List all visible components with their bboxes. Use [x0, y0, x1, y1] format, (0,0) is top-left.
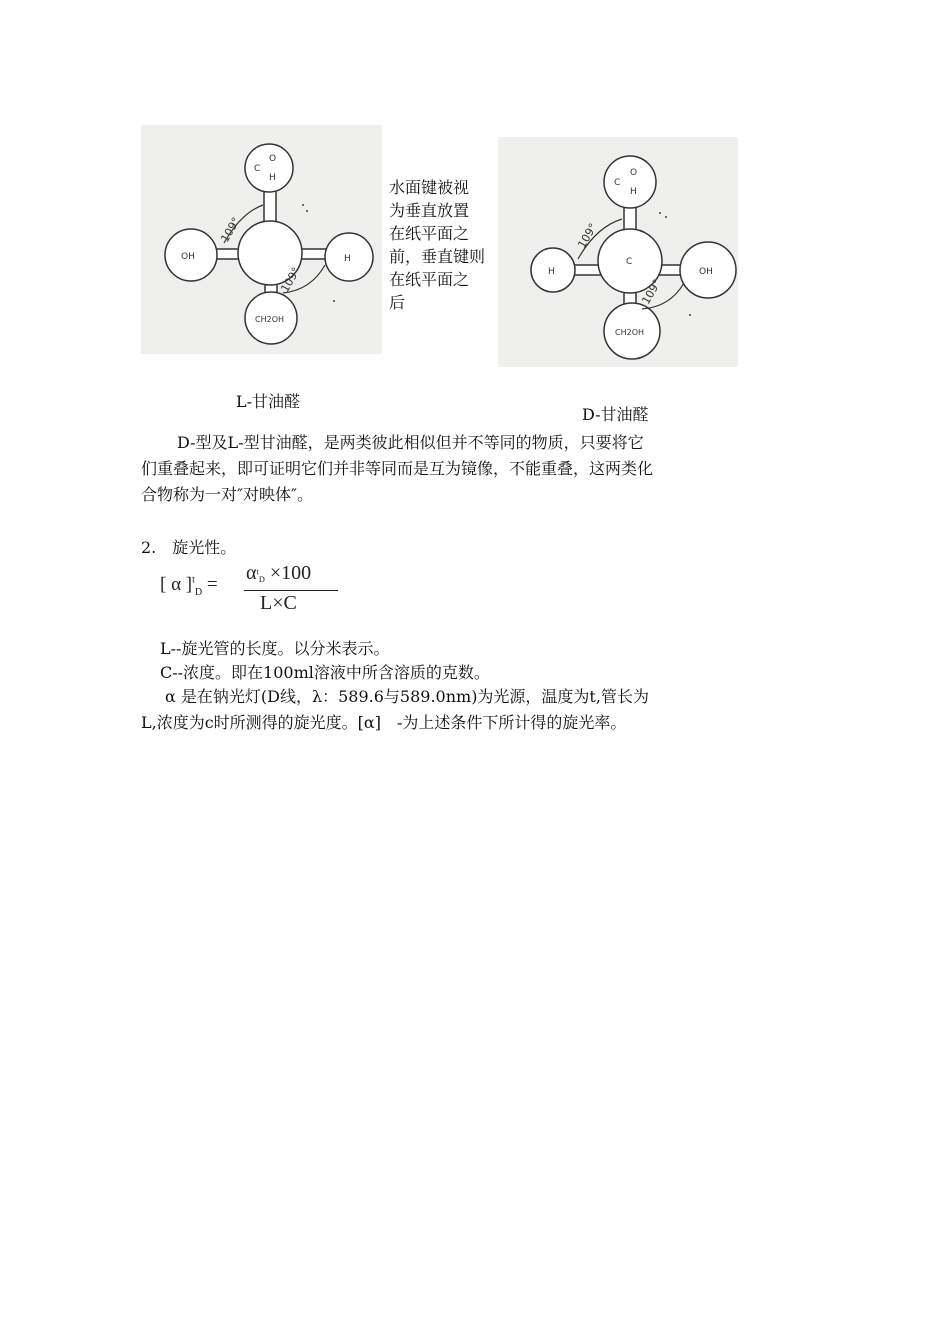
side-note: [389, 176, 501, 314]
formula-denominator: L×C: [260, 592, 297, 614]
d-glyceraldehyde-diagram: [498, 137, 738, 367]
paragraph-line: L,浓度为c时所测得的旋光度。[α] -为上述条件下所计得的旋光率。: [141, 713, 627, 732]
formula-alpha: α: [246, 562, 257, 584]
definition-alpha: [141, 684, 751, 736]
definition-c: C--浓度。即在100ml溶液中所含溶质的克数。: [160, 663, 490, 682]
enantiomer-paragraph: [141, 430, 751, 508]
side-note-line: 后: [389, 293, 406, 312]
aldehyde-group-atom: [245, 144, 293, 192]
paragraph-line: D-型及L-型甘油醛，是两类彼此相似但并不等同的物质，只要将它: [177, 433, 644, 452]
aldehyde-h-label: H: [630, 187, 637, 197]
aldehyde-c-label: C: [614, 178, 621, 188]
paragraph-line: α 是在钠光灯(D线，λ：589.6与589.0nm)为光源，温度为t,管长为: [165, 687, 649, 706]
l-glyceraldehyde-diagram: [141, 125, 382, 354]
fraction-bar: [244, 590, 338, 591]
caption-l-glyceraldehyde: L-甘油醛: [236, 392, 301, 411]
paragraph-line: 合物称为一对″对映体″。: [141, 485, 313, 504]
formula-bracket: [ α ]: [160, 574, 193, 595]
formula-num-sup: t: [256, 567, 259, 577]
left-atom-label: OH: [181, 252, 195, 262]
left-atom-label: H: [548, 267, 555, 277]
formula-sup: t: [192, 574, 195, 586]
formula-lhs: [160, 574, 218, 598]
definition-l: L--旋光管的长度。以分米表示。: [160, 639, 390, 658]
side-note-line: 在纸平面之: [389, 270, 470, 289]
formula-sub: D: [194, 586, 203, 598]
caption-d-glyceraldehyde: D-甘油醛: [582, 405, 649, 424]
bottom-atom-label: CH2OH: [255, 315, 285, 324]
specific-rotation-formula: [160, 560, 360, 620]
angle-label-2: 109°: [639, 277, 664, 307]
angle-label-1: 109°: [575, 221, 600, 251]
side-note-line: 为垂直放置: [389, 201, 470, 220]
right-atom-label: OH: [699, 267, 713, 277]
side-note-line: 在纸平面之: [389, 224, 470, 243]
aldehyde-group-atom: [604, 156, 656, 208]
aldehyde-c-label: C: [254, 164, 261, 174]
aldehyde-o-label: O: [269, 154, 277, 164]
formula-equals: =: [202, 574, 218, 595]
section-heading: 2. 旋光性。: [141, 538, 237, 557]
right-atom-label: H: [344, 254, 351, 264]
aldehyde-h-label: H: [269, 173, 276, 183]
bottom-atom-label: CH2OH: [615, 328, 645, 337]
formula-num-rest: ×100: [264, 562, 312, 584]
angle-label-2: 109°: [278, 265, 303, 295]
side-note-line: 前，垂直键则: [389, 247, 486, 266]
angle-label-1: 109°: [218, 215, 243, 245]
formula-num-sub: D: [258, 575, 265, 584]
formula-numerator: [246, 562, 311, 585]
side-note-line: 水面键被视: [389, 178, 470, 197]
aldehyde-o-label: O: [630, 168, 638, 178]
center-atom-label: C: [626, 257, 633, 267]
paragraph-line: 们重叠起来，即可证明它们并非等同而是互为镜像，不能重叠，这两类化: [141, 459, 654, 478]
